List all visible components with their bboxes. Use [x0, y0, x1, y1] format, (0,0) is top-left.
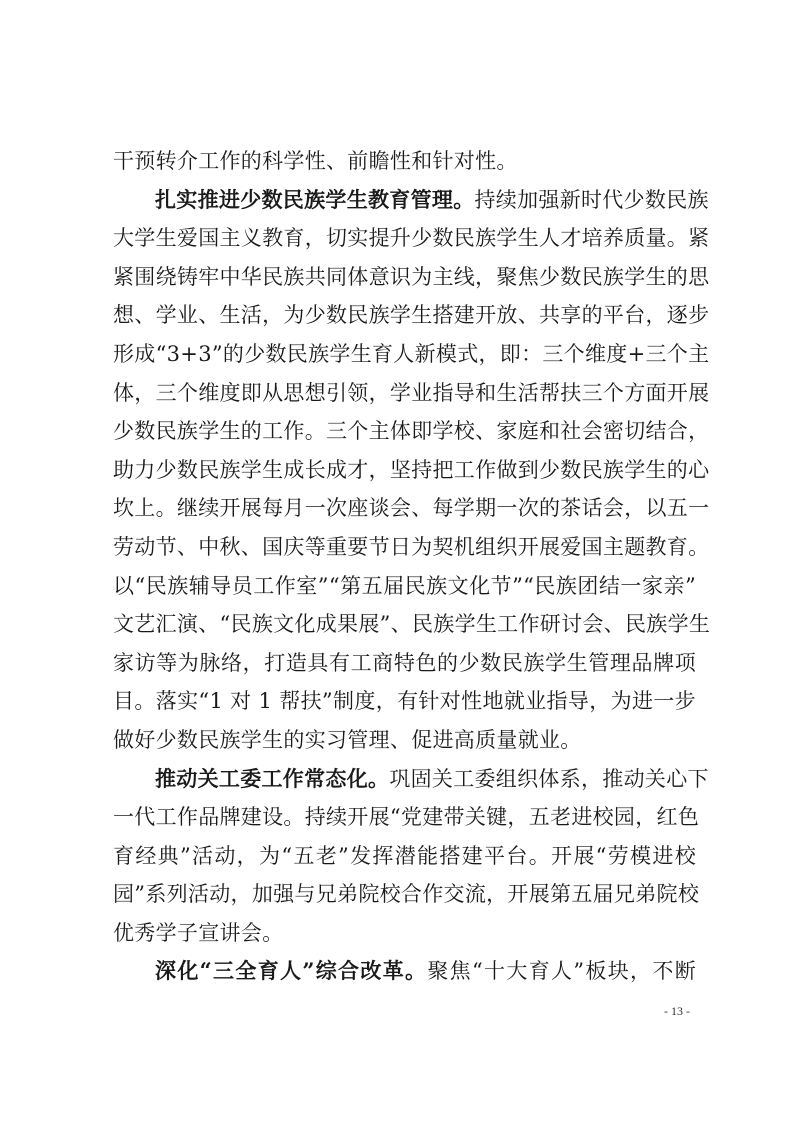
text-line-rest: 聚焦“十大育人”板块，不断 [427, 959, 696, 984]
text-line [113, 952, 696, 991]
body-text [113, 142, 711, 991]
text-line: 少数民族学生的工作。三个主体即学校、家庭和社会密切结合， [113, 419, 710, 444]
page-number: - 13 - [664, 1004, 690, 1018]
paragraph-heading: 扎实推进少数民族学生教育管理。 [155, 186, 475, 212]
text-line: 文艺汇演、“民族文化成果展”、民族学生工作研讨会、民族学生 [113, 612, 711, 637]
text-line [113, 760, 709, 799]
text-line: 大学生爱国主义教育，切实提升少数民族学生人才培养质量。紧 [113, 226, 710, 251]
text-line: 体，三个维度即从思想引领，学业指导和生活帮扶三个方面开展 [113, 380, 710, 405]
text-line: 优秀学子宣讲会。 [113, 920, 284, 945]
text-line: 育经典”活动，为“五老”发挥潜能搭建平台。开展“劳模进校 [113, 843, 696, 868]
paragraph-ethnic-student-management [113, 181, 711, 760]
paragraph-three-all-education [113, 952, 696, 991]
paragraph-care-committee [113, 760, 709, 953]
text-line: 紧围绕铸牢中华民族共同体意识为主线，聚焦少数民族学生的思 [113, 264, 710, 289]
text-line: 园”系列活动，加强与兄弟院校合作交流，开展第五届兄弟院校 [113, 882, 700, 907]
text-line: 想、学业、生活，为少数民族学生搭建开放、共享的平台，逐步 [113, 303, 710, 328]
text-line: 一代工作品牌建设。持续开展“党建带关键，五老进校园，红色 [113, 805, 700, 830]
text-line: 助力少数民族学生成长成才，坚持把工作做到少数民族学生的心 [113, 457, 710, 482]
text-line: 坎上。继续开展每月一次座谈会、每学期一次的茶话会，以五一 [113, 496, 710, 521]
text-line [113, 181, 709, 220]
text-line: 形成“3+3”的少数民族学生育人新模式，即：三个维度+三个主 [113, 341, 710, 366]
paragraph-heading: 推动关工委工作常态化。 [155, 765, 390, 791]
text-line: 目。落实“1 对 1 帮扶”制度，有针对性地就业指导，为进一步 [113, 689, 696, 714]
text-line: 劳动节、中秋、国庆等重要节日为契机组织开展爱国主题教育。 [113, 534, 710, 559]
text-line: 家访等为脉络，打造具有工商特色的少数民族学生管理品牌项 [113, 650, 696, 675]
text-line-rest: 巩固关工委组织体系，推动关心下 [389, 766, 709, 791]
text-line: 做好少数民族学生的实习管理、促进高质量就业。 [113, 727, 582, 752]
paragraph-continuation [113, 142, 696, 181]
paragraph-heading: 深化“三全育人”综合改革。 [155, 958, 428, 984]
text-line: 干预转介工作的科学性、前瞻性和针对性。 [113, 149, 518, 173]
text-line-rest: 持续加强新时代少数民族 [474, 187, 709, 212]
text-line: 以“民族辅导员工作室”“第五届民族文化节”“民族团结一家亲” [113, 573, 696, 598]
